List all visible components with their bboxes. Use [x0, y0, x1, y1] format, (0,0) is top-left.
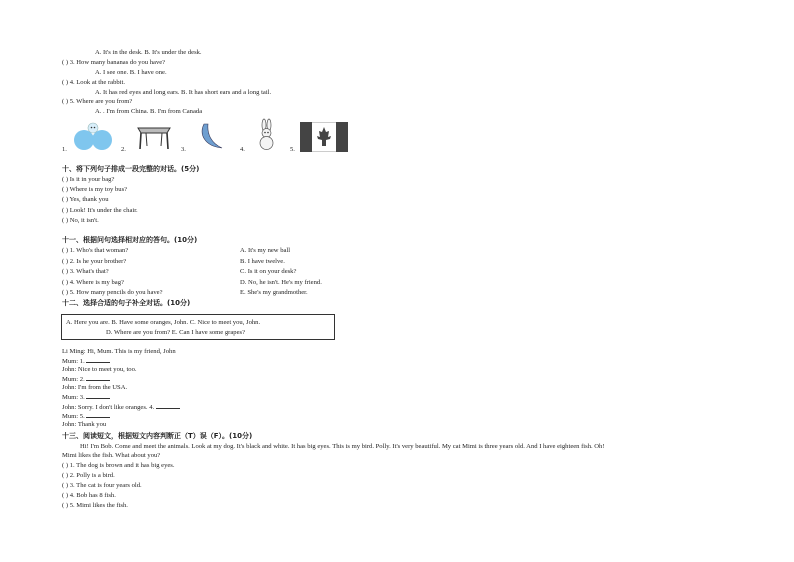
dialogue-line: John: Sorry. I don't like oranges. 4. [62, 402, 180, 412]
dialogue-line: Mum: 2. [62, 374, 110, 384]
desk-icon [134, 122, 174, 152]
question-item: ( ) 5. How many pencils do you have? [62, 289, 163, 296]
dialogue-line: Li Ming: Hi, Mum. This is my friend, John [62, 348, 176, 355]
list-item: ( ) Look! It's under the chair. [62, 207, 138, 214]
section-11-title: 十一、根据问句选择相对应的答句。(10分) [62, 236, 198, 244]
apple-icon [70, 120, 120, 152]
q2-options: A. It's in the desk. B. It's under the desk. [95, 49, 202, 56]
answer-item: D. No, he isn't. He's my friend. [240, 279, 322, 286]
picture-number-2: 2. [121, 146, 126, 153]
answer-item: A. It's my new ball [240, 247, 291, 254]
tf-item: ( ) 3. The cat is four years old. [62, 482, 142, 489]
options-line-2: D. Where are you from? E. Can I have some grapes? [106, 329, 246, 336]
tf-item: ( ) 4. Bob has 8 fish. [62, 492, 116, 499]
dialogue-line: John: I'm from the USA. [62, 384, 128, 391]
q5-question: ( ) 5. Where are you from? [62, 98, 133, 105]
dialogue-line: John: Nice to meet you, too. [62, 366, 137, 373]
canada-flag-icon [300, 122, 348, 152]
tf-item: ( ) 5. Mimi likes the fish. [62, 502, 128, 509]
question-item: ( ) 2. Is he your brother? [62, 258, 127, 265]
answer-item: B. I have twelve. [240, 258, 285, 265]
banana-icon [196, 120, 228, 152]
dialogue-line: John: Thank you [62, 421, 107, 428]
options-box [61, 314, 335, 340]
rabbit-icon [254, 118, 280, 152]
tf-item: ( ) 1. The dog is brown and it has big eyes. [62, 462, 175, 469]
passage-line-1: Hi! I'm Bob. Come and meet the animals. Look at my dog. It's black and white. It has big eyes. This is my bird. Polly. It's very beautiful. My cat Mimi is three years old. And I have eighteen fish. Oh! [80, 443, 605, 450]
picture-number-5: 5. [290, 146, 295, 153]
question-item: ( ) 1. Who's that woman? [62, 247, 129, 254]
question-item: ( ) 4. Where is my bag? [62, 279, 124, 286]
q4-question: ( ) 4. Look at the rabbit. [62, 79, 125, 86]
tf-item: ( ) 2. Polly is a bird. [62, 472, 115, 479]
dialogue-line: Mum: 3. [62, 392, 110, 402]
picture-number-4: 4. [240, 146, 245, 153]
question-item: ( ) 3. What's that? [62, 268, 109, 275]
section-10-title: 十、将下列句子排成一段完整的对话。(5分) [62, 165, 200, 173]
dialogue-line: Mum: 1. [62, 356, 110, 366]
options-line-1: A. Here you are. B. Have some oranges, John. C. Nice to meet you, John. [66, 319, 261, 326]
q3-options: A. I see one. B. I have one. [95, 69, 167, 76]
list-item: ( ) Yes, thank you [62, 196, 109, 203]
answer-blank[interactable] [156, 402, 180, 409]
answer-item: C. Is it on your desk? [240, 268, 297, 275]
answer-blank[interactable] [86, 411, 110, 418]
dialogue-line: Mum: 5. [62, 411, 110, 421]
list-item: ( ) Where is my toy bus? [62, 186, 128, 193]
answer-blank[interactable] [86, 392, 110, 399]
picture-number-1: 1. [62, 146, 67, 153]
section-13-title: 十三、阅读短文，根据短文内容判断正（T）误（F）。(10分) [62, 432, 253, 440]
answer-blank[interactable] [86, 374, 110, 381]
list-item: ( ) Is it in your bag? [62, 176, 115, 183]
answer-item: E. She's my grandmother. [240, 289, 308, 296]
answer-blank[interactable] [86, 356, 110, 363]
picture-number-3: 3. [181, 146, 186, 153]
q3-question: ( ) 3. How many bananas do you have? [62, 59, 166, 66]
q5-options: A. . I'm from China. B. I'm from Canada [95, 108, 203, 115]
section-12-title: 十二、选择合适的句子补全对话。(10分) [62, 299, 191, 307]
q4-options: A. It has red eyes and long ears. B. It has short ears and a long tail. [95, 89, 272, 96]
list-item: ( ) No, it isn't. [62, 217, 99, 224]
passage-line-2: Mimi likes the fish. What about you? [62, 452, 161, 459]
